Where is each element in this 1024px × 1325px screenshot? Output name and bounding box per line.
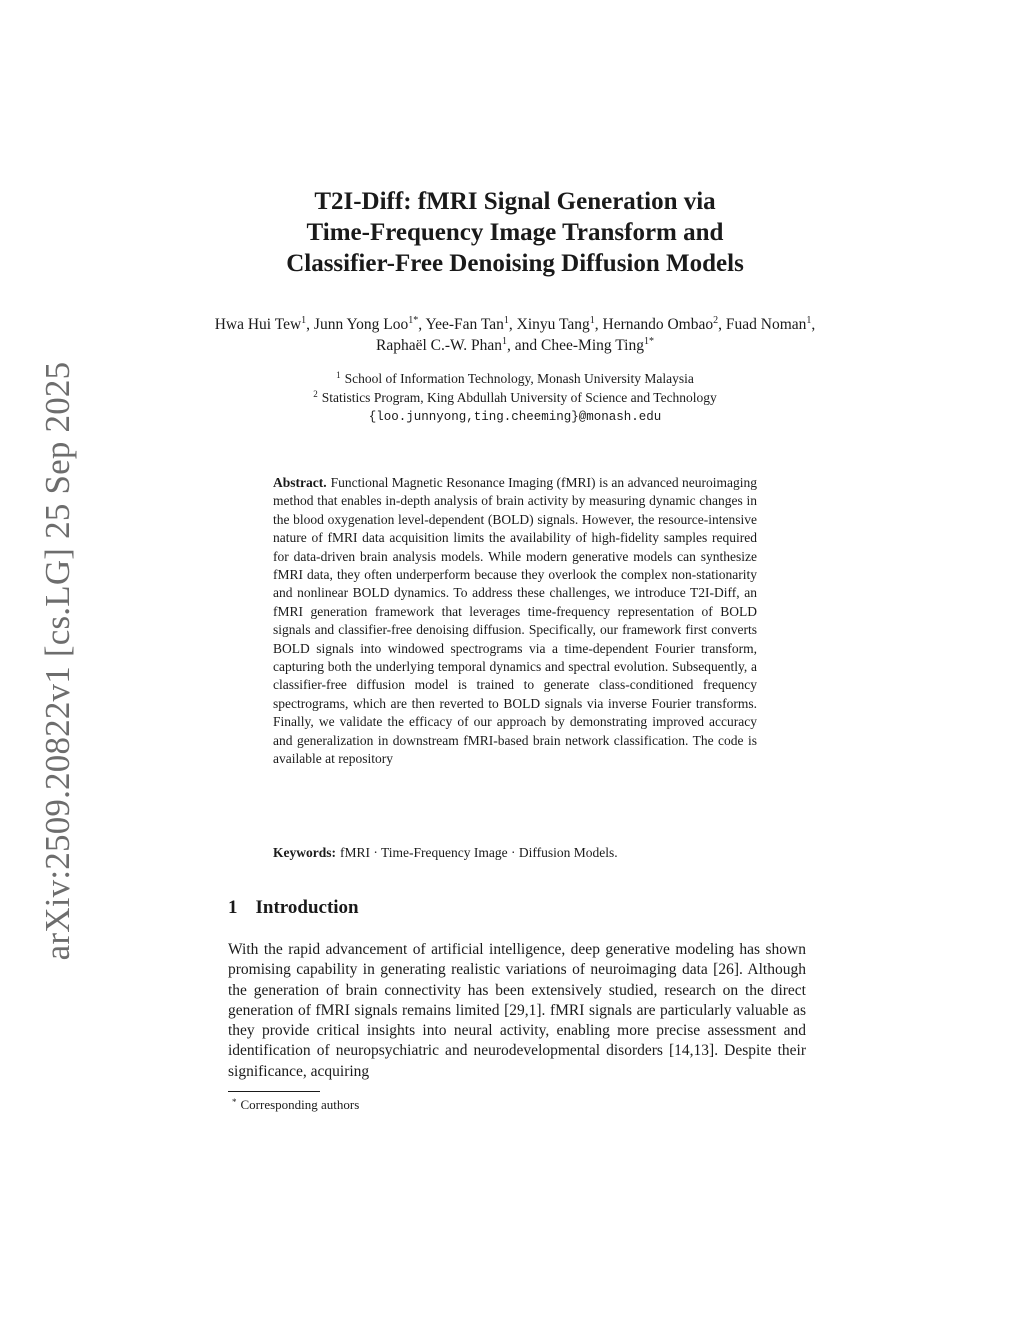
footnote-text: Corresponding authors xyxy=(240,1097,360,1112)
affiliation-mark: 2 xyxy=(313,388,318,399)
title-line: T2I-Diff: fMRI Signal Generation via xyxy=(314,188,716,215)
keywords-text: fMRI · Time-Frequency Image · Diffusion Models. xyxy=(340,845,618,860)
author-affil-mark: 1 xyxy=(806,315,812,326)
paper-title xyxy=(200,186,830,279)
author-email[interactable]: {loo.junnyong,ting.cheeming}@monash.edu xyxy=(368,410,662,424)
affiliation-text: School of Information Technology, Monash University Malaysia xyxy=(344,371,694,386)
title-line: Time-Frequency Image Transform and xyxy=(306,219,724,246)
author-sep: , xyxy=(718,316,726,333)
author-name: Chee-Ming Ting xyxy=(541,337,644,354)
abstract xyxy=(273,474,757,769)
author-sep: , xyxy=(306,316,314,333)
author-name: Xinyu Tang xyxy=(516,316,590,333)
abstract-text: Functional Magnetic Resonance Imaging (fMRI) is an advanced neuroimaging method that enables in-depth analysis of brain activity by measuring dynamic changes in the blood oxygenation level-dependent (BOLD) signals. However, the resource-intensive nature of fMRI data acquisition limits the availability of high-fidelity samples required for data-driven brain analysis models. While modern generative models can synthesize fMRI data, they often underperform because they overlook the complex non-stationarity and nonlinear BOLD dynamics. To address these challenges, we introduce T2I-Diff, an fMRI generation framework that leverages time-frequency representation of BOLD signals and classifier-free denoising diffusion. Specifically, our framework first converts BOLD signals into windowed spectrograms via a time-dependent Fourier transform, capturing both the underlying temporal dynamics and spectral evolution. Subsequently, a classifier-free diffusion model is trained to generate class-conditioned frequency spectrograms, which are then reverted to BOLD signals via inverse Fourier transforms. Finally, we validate the efficacy of our approach by demonstrating improved accuracy and generalization in downstream fMRI-based brain network classification. The code is available at repository xyxy=(273,475,757,767)
author-affil-mark: 1 xyxy=(502,336,508,347)
keywords-label: Keywords: xyxy=(273,845,336,860)
title-line: Classifier-Free Denoising Diffusion Models xyxy=(286,250,744,277)
keywords xyxy=(273,844,757,862)
email-line xyxy=(200,407,830,427)
author-sep: , xyxy=(508,316,517,333)
author-sep: , and xyxy=(507,337,542,354)
author-affil-mark: 1 xyxy=(589,315,595,326)
author-name: Fuad Noman xyxy=(725,316,807,333)
section-number: 1 xyxy=(228,897,238,918)
arxiv-stamp: arXiv:2509.20822v1 [cs.LG] 25 Sep 2025 xyxy=(38,361,77,961)
abstract-label: Abstract. xyxy=(273,475,327,490)
author-affil-mark: 2 xyxy=(713,315,719,326)
affiliation-text: Statistics Program, King Abdullah University of Science and Technology xyxy=(321,389,717,405)
footnote-rule xyxy=(228,1091,320,1092)
author-affil-mark: 1 xyxy=(301,315,307,326)
author-name: Hernando Ombao xyxy=(602,316,714,333)
author-affil-mark: 1* xyxy=(408,315,419,326)
author-name: Raphaël C.-W. Phan xyxy=(376,337,503,354)
affiliation-line xyxy=(200,389,830,408)
footnote xyxy=(232,1096,359,1113)
author-affil-mark: 1 xyxy=(503,315,509,326)
author-list xyxy=(200,314,830,356)
author-sep: , xyxy=(418,316,426,333)
author-name: Hwa Hui Tew xyxy=(214,316,302,333)
author-name: Junn Yong Loo xyxy=(313,316,409,333)
author-sep: , xyxy=(594,316,603,333)
author-affil-mark: 1* xyxy=(643,336,654,347)
affiliations xyxy=(200,370,830,427)
intro-paragraph: With the rapid advancement of artificial intelligence, deep generative modeling has shown promising capability in generating realistic variations of neuroimaging data [26]. Although the generation of brain connectivity has been extensively studied, research on the direct generation of fMRI signals remains limited [29,1]. fMRI signals are particularly valuable as they provide critical insights into neural activity, enabling more precise assessment and identification of neuropsychiatric and neurodevelopmental disorders [14,13]. Despite their significance, acquiring xyxy=(228,941,806,1080)
section-heading xyxy=(228,897,359,919)
affiliation-line xyxy=(200,370,830,389)
affiliation-mark: 1 xyxy=(336,370,341,380)
section-title: Introduction xyxy=(255,897,359,918)
author-name: Yee-Fan Tan xyxy=(425,316,504,333)
author-sep: , xyxy=(811,316,816,333)
footnote-mark: * xyxy=(232,1097,237,1107)
